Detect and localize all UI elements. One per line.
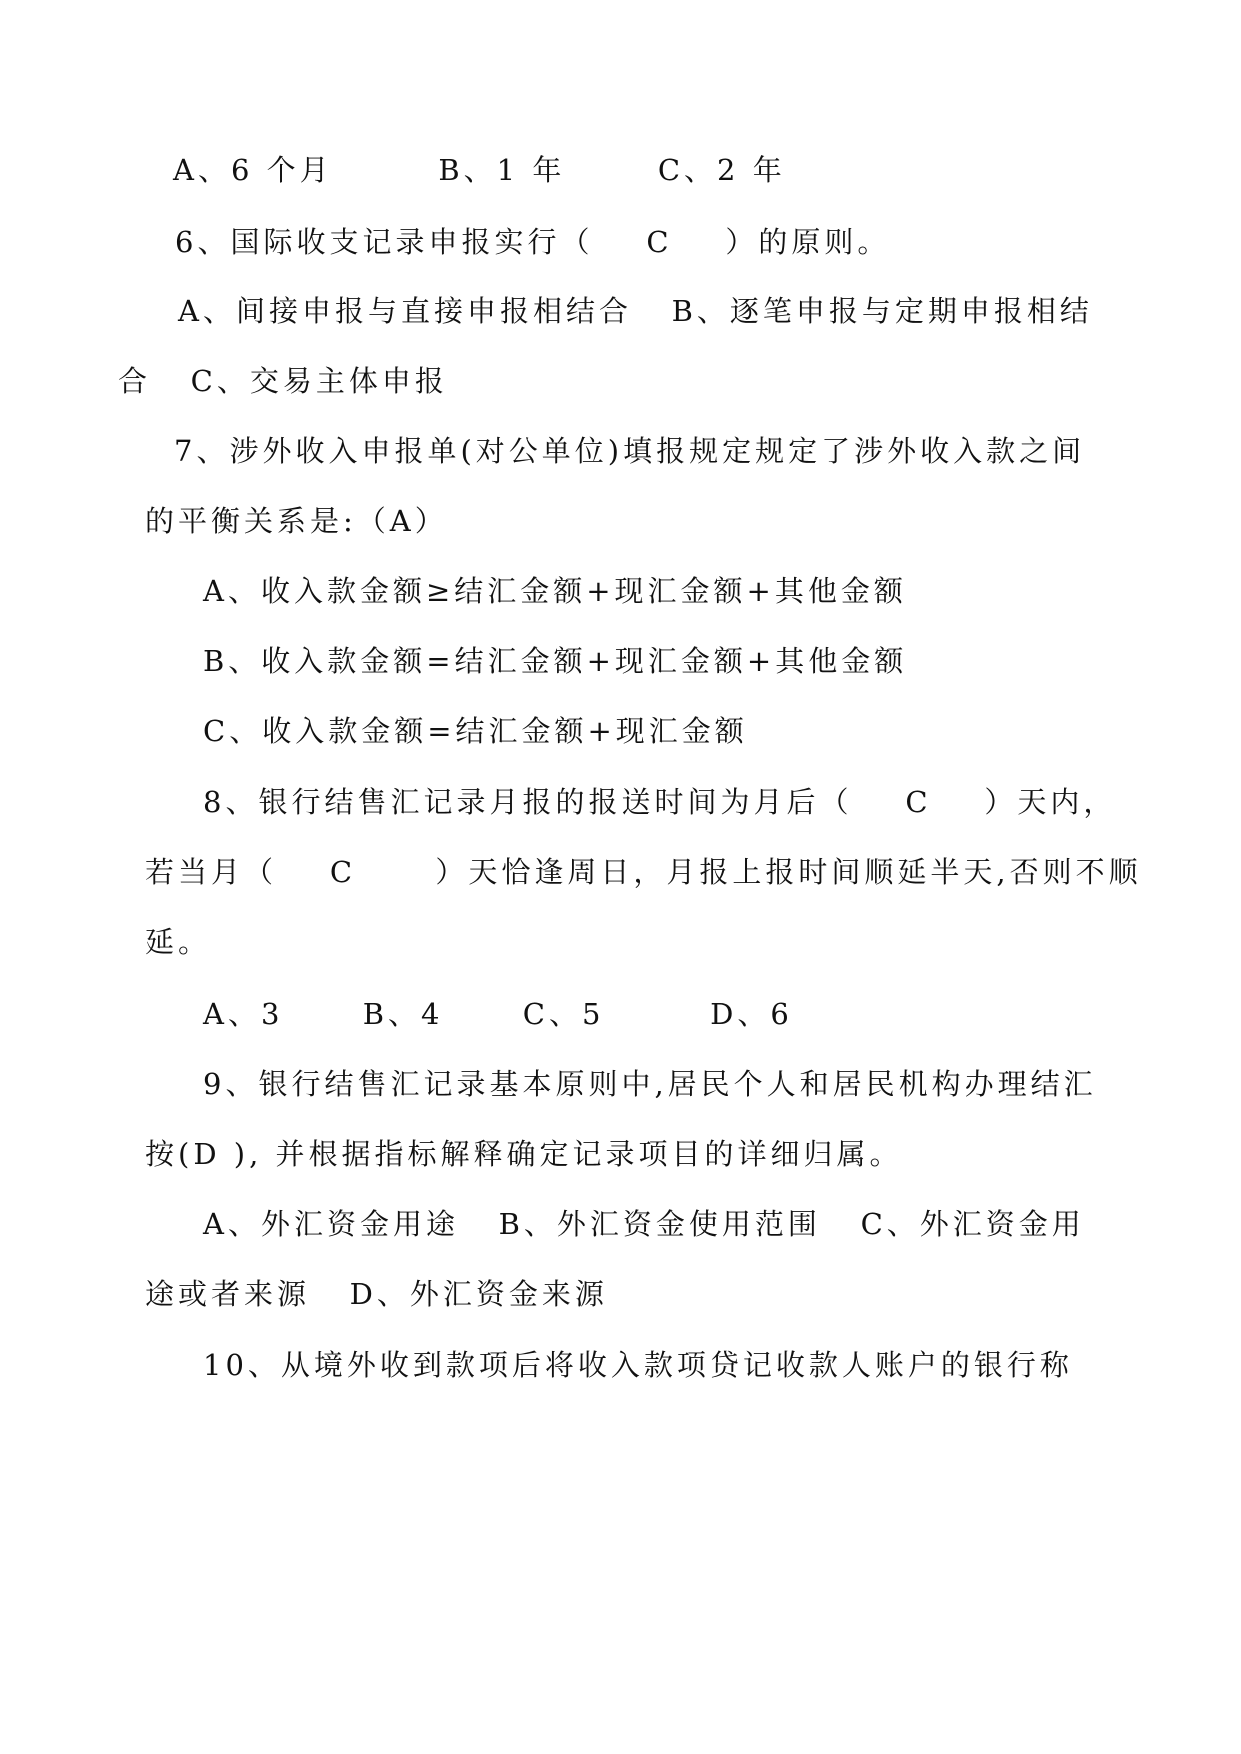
q8-question-line2: 若当月（ C ）天恰逢周日，月报上报时间顺延半天,否则不顺 [145,855,1142,889]
q6-options-line2: 合 C、交易主体申报 [118,364,448,398]
q7-question-line1: 7、涉外收入申报单(对公单位)填报规定规定了涉外收入款之间 [174,434,1086,468]
q8-question-line1: 8、银行结售汇记录月报的报送时间为月后（ C ）天内， [203,785,1117,819]
q9-question-line1: 9、银行结售汇记录基本原则中,居民个人和居民机构办理结汇 [203,1067,1097,1101]
q7-question-line2: 的平衡关系是:（A） [145,504,448,538]
q9-options-line1: A、外汇资金用途 B、外汇资金使用范围 C、外汇资金用 [203,1207,1085,1241]
q5-options: A、6 个月 B、1 年 C、2 年 [173,153,786,187]
q8-question-line3: 延。 [145,925,212,959]
q7-option-c: C、收入款金额=结汇金额+现汇金额 [203,714,748,748]
q9-question-line2: 按(D ), 并根据指标解释确定记录项目的详细归属。 [145,1137,903,1171]
q7-option-a: A、收入款金额≥结汇金额+现汇金额+其他金额 [203,574,907,608]
q9-options-line2: 途或者来源 D、外汇资金来源 [145,1277,608,1311]
q6-question: 6、国际收支记录申报实行（ C ）的原则。 [175,225,891,259]
q8-options: A、3 B、4 C、5 D、6 [203,997,793,1031]
q7-option-b: B、收入款金额=结汇金额+现汇金额+其他金额 [203,644,908,678]
q6-options-line1: A、间接申报与直接申报相结合 B、逐笔申报与定期申报相结 [178,294,1093,328]
q10-question-line1: 10、从境外收到款项后将收入款项贷记收款人账户的银行称 [203,1348,1073,1382]
